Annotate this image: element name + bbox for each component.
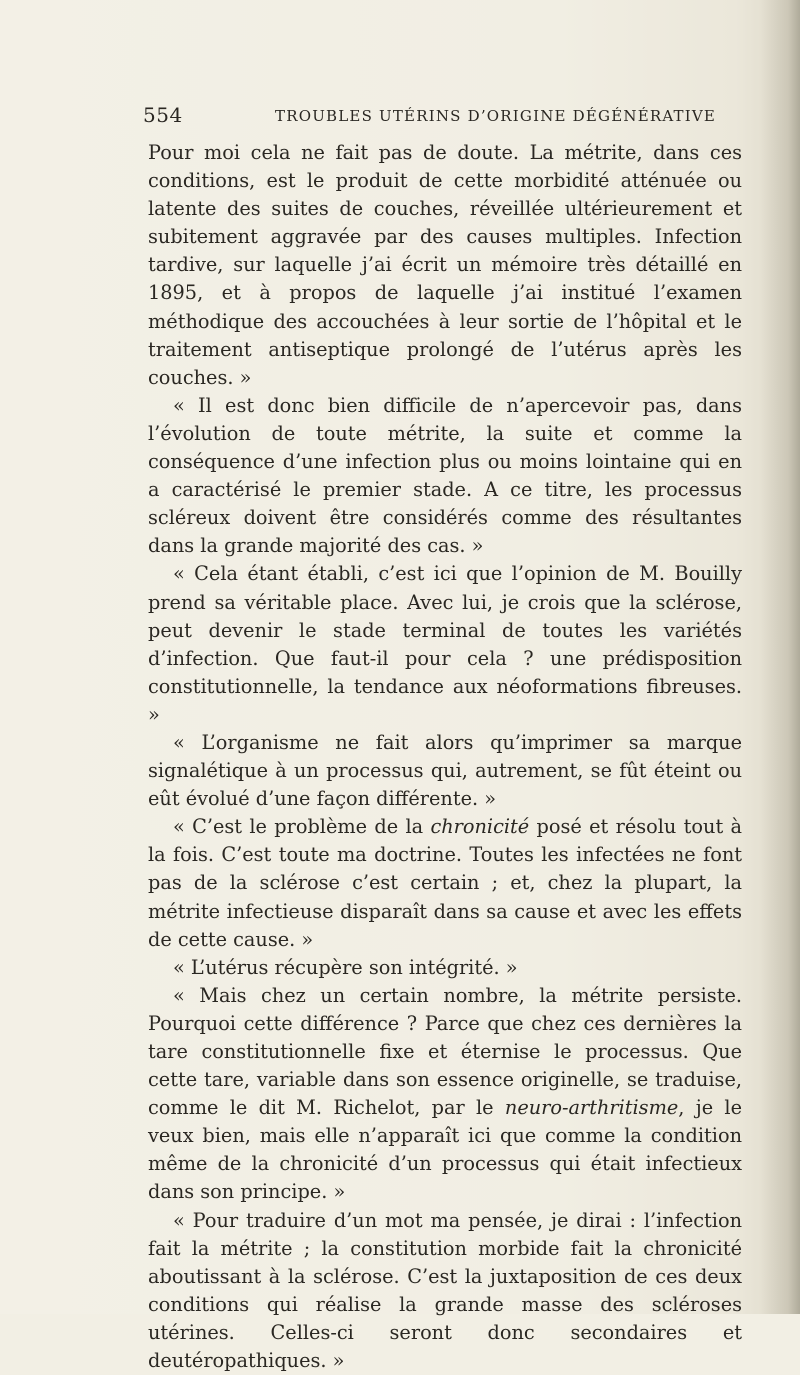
running-title: TROUBLES UTÉRINS D’ORIGINE DÉGÉNÉRATIVE <box>275 107 717 125</box>
emphasis-term: chronicité <box>430 815 530 839</box>
paragraph: « Pour traduire d’un mot ma pensée, je dirai : l’infection fait la métrite ; la constitution morbide fait la chronicité aboutissant à la sclérose. C’est la juxtaposition de ces deux conditions qui réalise la grande masse des scléroses utérines. Celles-ci seront donc secondaires et deutéropathiques. » <box>148 1208 742 1373</box>
paragraph: « Cela étant établi, c’est ici que l’opinion de M. Bouilly prend sa véritable place. Avec lui, je crois que la sclérose, peut devenir le stade terminal de toutes les variétés d’infection. Que faut-il pour cela ? une prédisposition constitutionnelle, la tendance aux néoformations fibreuses. » <box>148 562 742 726</box>
paragraph-text: , je le veux bien, mais elle n’apparaît ici que comme la condition même de la chronicité d’un processus qui était infectieux dans son principe. » <box>148 1096 742 1204</box>
paragraph: « L’utérus récupère son intégrité. » <box>173 955 518 979</box>
body-text <box>148 139 742 1375</box>
paragraph <box>148 813 742 953</box>
paragraph-text: « C’est le problème de la <box>173 815 431 839</box>
page-edge-shadow <box>760 0 800 1314</box>
page-number: 554 <box>143 103 183 127</box>
paragraph-text: posé et résolu tout à la fois. C’est toute ma doctrine. Toutes les infectées ne font pas de la sclérose c’est certain ; et, chez la plupart, la métrite infectieuse disparaît dans sa cause et avec les effets de cette cause. » <box>148 815 743 951</box>
paragraph: « L’organisme ne fait alors qu’imprimer sa marque signalétique à un processus qui, autrement, se fût éteint ou eût évolué d’une façon différente. » <box>148 730 742 811</box>
emphasis-term: neuro-arthritisme <box>504 1096 679 1120</box>
paragraph: « Il est donc bien difficile de n’apercevoir pas, dans l’évolution de toute métrite, la suite et comme la conséquence d’une infection plus ou moins lointaine qui en a caractérisé le premier stade. A ce titre, les processus scléreux doivent être considérés comme des résultantes dans la grande majorité des cas. » <box>148 393 742 558</box>
paragraph-text: « Mais chez un certain nombre, la métrite persiste. Pourquoi cette différence ? Parce que chez ces dernières la tare constitutionnelle fixe et éternise le processus. Que cette tare, variable dans son essence originelle, se traduise, comme le dit M. Richelot, par le <box>148 983 742 1120</box>
paragraph <box>148 982 742 1207</box>
page-header <box>143 103 717 133</box>
paragraph: Pour moi cela ne fait pas de doute. La métrite, dans ces conditions, est le produit de cette morbidité atténuée ou latente des suites de couches, réveillée ultérieurement et subitement aggravée par des causes multiples. Infection tardive, sur laquelle j’ai écrit un mémoire très détaillé en 1895, et à propos de laquelle j’ai institué l’examen méthodique des accouchées à leur sortie de l’hôpital et le traitement antiseptique prolongé de l’utérus après les couches. » <box>148 141 742 389</box>
